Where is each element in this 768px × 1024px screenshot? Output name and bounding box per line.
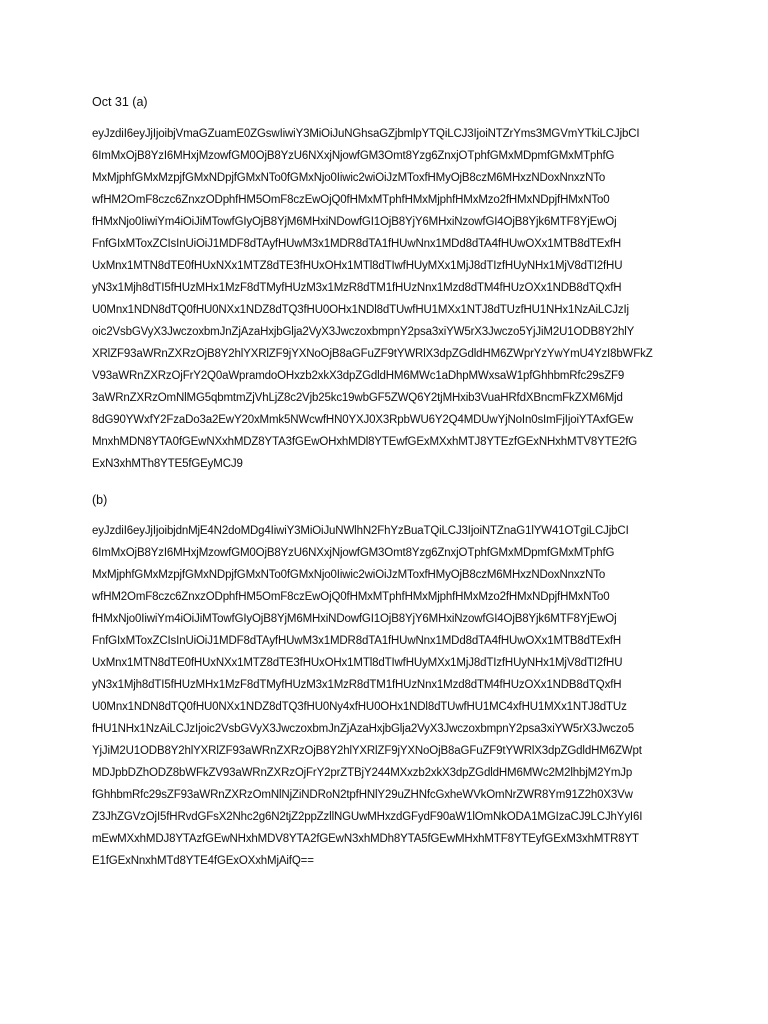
block-a-line: yN3x1Mjh8dTI5fHUzMHx1MzF8dTMyfHUzM3x1MzR8dTM1fHUzNnx1Mzd8dTM4fHUzOXx1NDB8dTQxfH bbox=[92, 282, 622, 294]
encoded-block-a bbox=[92, 123, 692, 475]
block-b-line: UxMnx1MTN8dTE0fHUxNXx1MTZ8dTE3fHUxOHx1MTl8dTIwfHUyMXx1MjJ8dTIzfHUyNHx1MjV8dTI2fHU bbox=[92, 657, 623, 669]
block-a-line: MxMjphfGMxMzpjfGMxNDpjfGMxNTo0fGMxNjo0Iiwic2wiOiJzMToxfHMyOjB8czM6MHxzNDoxNnxzNTo bbox=[92, 172, 606, 184]
block-b-line: wfHM2OmF8czc6ZnxzODphfHM5OmF8czEwOjQ0fHMxMTphfHMxMjphfHMxMzo2fHMxNDpjfHMxNTo0 bbox=[92, 591, 610, 603]
block-a-line: wfHM2OmF8czc6ZnxzODphfHM5OmF8czEwOjQ0fHMxMTphfHMxMjphfHMxMzo2fHMxNDpjfHMxNTo0 bbox=[92, 194, 610, 206]
block-a-line: MnxhMDN8YTA0fGEwNXxhMDZ8YTA3fGEwOHxhMDl8YTEwfGExMXxhMTJ8YTEzfGExNHxhMTV8YTE2fG bbox=[92, 436, 638, 448]
heading-a: Oct 31 (a) bbox=[92, 95, 148, 109]
block-b-line: U0Mnx1NDN8dTQ0fHU0NXx1NDZ8dTQ3fHU0Ny4xfHU0OHx1NDl8dTUwfHU1MC4xfHU1MXx1NTJ8dTUz bbox=[92, 701, 627, 713]
encoded-block-b bbox=[92, 520, 692, 872]
block-a-line: FnfGIxMToxZCIsInUiOiJ1MDF8dTAyfHUwM3x1MDR8dTA1fHUwNnx1MDd8dTA4fHUwOXx1MTB8dTExfH bbox=[92, 238, 622, 250]
block-b-line: 6ImMxOjB8YzI6MHxjMzowfGM0OjB8YzU6NXxjNjowfGM3Omt8Yzg6ZnxjOTphfGMxMDpmfGMxMTphfG bbox=[92, 547, 615, 559]
block-b-line: fHU1NHx1NzAiLCJzIjoic2VsbGVyX3JwczoxbmJnZjAzaHxjbGlja2VyX3JwczoxbmpnY2psa3xiYW5rX3Jwczo5 bbox=[92, 723, 634, 735]
block-a-line: 6ImMxOjB8YzI6MHxjMzowfGM0OjB8YzU6NXxjNjowfGM3Omt8Yzg6ZnxjOTphfGMxMDpmfGMxMTphfG bbox=[92, 150, 615, 162]
block-b-line: MxMjphfGMxMzpjfGMxNDpjfGMxNTo0fGMxNjo0Iiwic2wiOiJzMToxfHMyOjB8czM6MHxzNDoxNnxzNTo bbox=[92, 569, 606, 581]
block-a-line: 8dG90YWxfY2FzaDo3a2EwY20xMmk5NWcwfHN0YXJ0X3RpbWU6Y2Q4MDUwYjNoIn0sImFjIjoiYTAxfGEw bbox=[92, 414, 634, 426]
block-a-line: UxMnx1MTN8dTE0fHUxNXx1MTZ8dTE3fHUxOHx1MTl8dTIwfHUyMXx1MjJ8dTIzfHUyNHx1MjV8dTI2fHU bbox=[92, 260, 623, 272]
block-a-line: U0Mnx1NDN8dTQ0fHU0NXx1NDZ8dTQ3fHU0OHx1NDl8dTUwfHU1MXx1NTJ8dTUzfHU1NHx1NzAiLCJzIj bbox=[92, 304, 629, 316]
block-b-line: FnfGIxMToxZCIsInUiOiJ1MDF8dTAyfHUwM3x1MDR8dTA1fHUwNnx1MDd8dTA4fHUwOXx1MTB8dTExfH bbox=[92, 635, 622, 647]
block-b-line: E1fGExNnxhMTd8YTE4fGExOXxhMjAifQ== bbox=[92, 855, 314, 867]
block-b-line: Z3JhZGVzOjI5fHRvdGFsX2Nhc2g6N2tjZ2ppZzllNGUwMHxzdGFydF90aW1lOmNkODA1MGIzaCJ9LCJhYyI6I bbox=[92, 811, 643, 823]
block-b-line: eyJzdiI6eyJjIjoibjdnMjE4N2doMDg4IiwiY3MiOiJuNWlhN2FhYzBuaTQiLCJ3IjoiNTZnaG1lYW41OTgiLCJjbCI bbox=[92, 525, 629, 537]
block-a-line: XRlZF93aWRnZXRzOjB8Y2hlYXRlZF9jYXNoOjB8aGFuZF9tYWRlX3dpZGdldHM6ZWprYzYwYmU4YzI8bWFkZ bbox=[92, 348, 653, 360]
block-a-line: fHMxNjo0IiwiYm4iOiJiMTowfGIyOjB8YjM6MHxiNDowfGI1OjB8YjY6MHxiNzowfGI4OjB8Yjk6MTF8YjEwOj bbox=[92, 216, 617, 228]
block-b-line: MDJpbDZhODZ8bWFkZV93aWRnZXRzOjFrY2prZTBjY244MXxzb2xkX3dpZGdldHM6MWc2M2lhbjM2YmJp bbox=[92, 767, 633, 779]
block-b-line: fHMxNjo0IiwiYm4iOiJiMTowfGIyOjB8YjM6MHxiNDowfGI1OjB8YjY6MHxiNzowfGI4OjB8Yjk6MTF8YjEwOj bbox=[92, 613, 617, 625]
block-a-line: ExN3xhMTh8YTE5fGEyMCJ9 bbox=[92, 458, 243, 470]
block-a-line: eyJzdiI6eyJjIjoibjVmaGZuamE0ZGswIiwiY3MiOiJuNGhsaGZjbmlpYTQiLCJ3IjoiNTZrYms3MGVmYTkiLCJjbCI bbox=[92, 128, 640, 140]
block-a-line: V93aWRnZXRzOjFrY2Q0aWpramdoOHxzb2xkX3dpZGdldHM6MWc1aDhpMWxsaW1pfGhhbmRfc29sZF9 bbox=[92, 370, 625, 382]
block-a-line: 3aWRnZXRzOmNlMG5qbmtmZjVhLjZ8c2Vjb25kc19wbGF5ZWQ6Y2tjMHxib3VuaHRfdXBncmFkZXM6Mjd bbox=[92, 392, 623, 404]
block-b-line: fGhhbmRfc29sZF93aWRnZXRzOmNlNjZiNDRoN2tpfHNlY29uZHNfcGxheWVkOmNrZWR8Ym91Z2h0X3Vw bbox=[92, 789, 633, 801]
block-b-line: YjJiM2U1ODB8Y2hlYXRlZF93aWRnZXRzOjB8Y2hlYXRlZF9jYXNoOjB8aGFuZF9tYWRlX3dpZGdldHM6ZWpt bbox=[92, 745, 642, 757]
block-b-line: mEwMXxhMDJ8YTAzfGEwNHxhMDV8YTA2fGEwN3xhMDh8YTA5fGEwMHxhMTF8YTEyfGExM3xhMTR8YT bbox=[92, 833, 639, 845]
block-b-line: yN3x1Mjh8dTI5fHUzMHx1MzF8dTMyfHUzM3x1MzR8dTM1fHUzNnx1Mzd8dTM4fHUzOXx1NDB8dTQxfH bbox=[92, 679, 622, 691]
block-a-line: oic2VsbGVyX3JwczoxbmJnZjAzaHxjbGlja2VyX3JwczoxbmpnY2psa3xiYW5rX3Jwczo5YjJiM2U1ODB8Y2hlY bbox=[92, 326, 635, 338]
heading-b: (b) bbox=[92, 493, 108, 507]
